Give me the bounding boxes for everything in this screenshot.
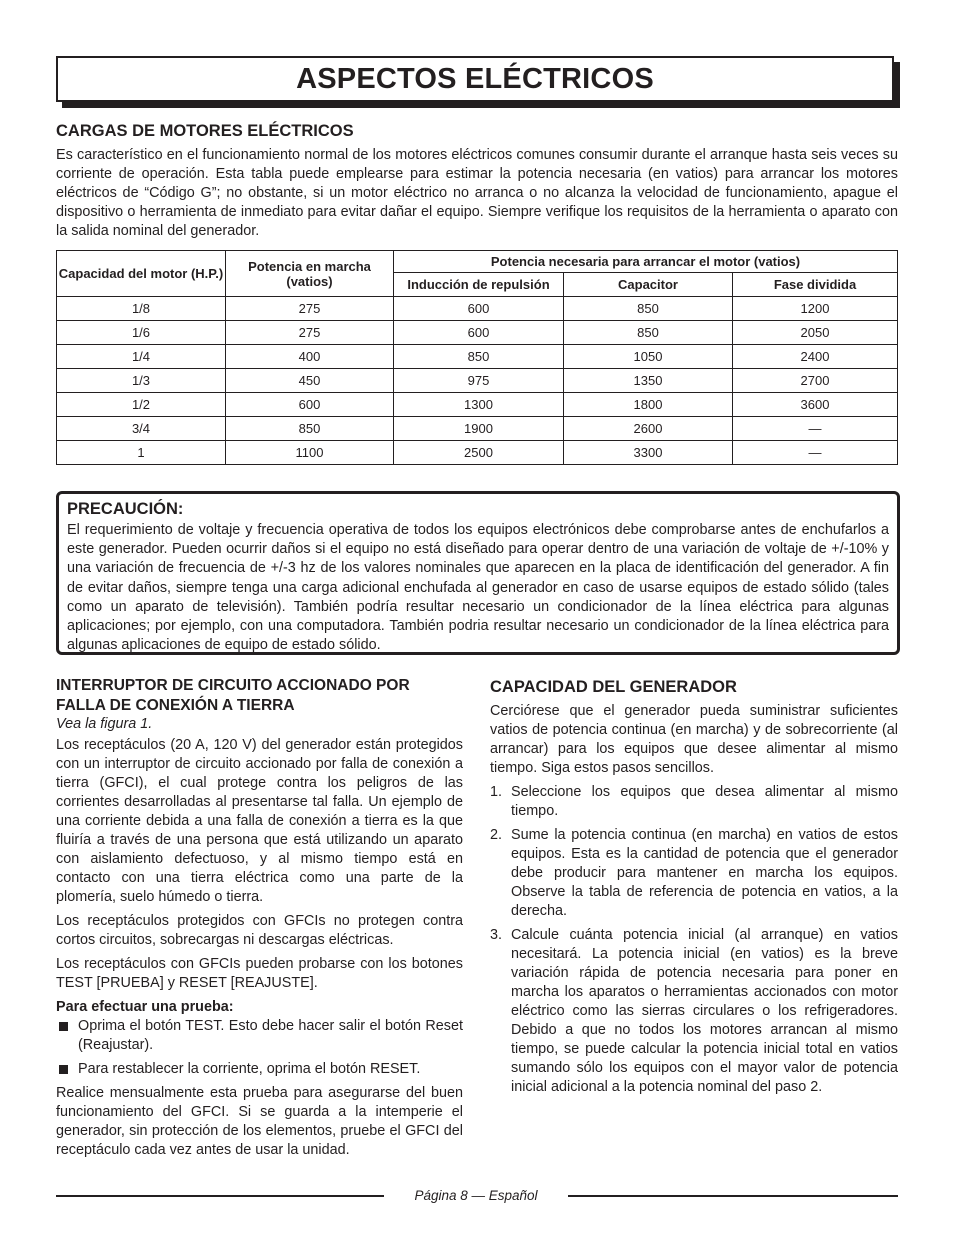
page-footer (56, 1186, 898, 1206)
table-cell: 2700 (733, 369, 898, 393)
table-row (57, 393, 898, 417)
table-cell: 3600 (733, 393, 898, 417)
table-cell: 2500 (394, 441, 564, 465)
table-cell: 1/3 (57, 369, 226, 393)
table-cell: 3/4 (57, 417, 226, 441)
list-item (490, 783, 898, 821)
table-cell: 2400 (733, 345, 898, 369)
square-bullet-icon (59, 1065, 68, 1074)
step-number: 1. (490, 784, 503, 800)
list-item (490, 926, 898, 1097)
table-row (57, 321, 898, 345)
motor-loads-section (56, 122, 898, 241)
table-cell: 2050 (733, 321, 898, 345)
table-cell: 600 (226, 393, 394, 417)
test-label: Para efectuar una prueba: (56, 999, 234, 1015)
table-cell: 2600 (564, 417, 733, 441)
step-text: Sume la potencia continua (en marcha) en vatios de estos equipos. Esta es la cantidad de potencia que el generador debe producir para mantener en marcha los equipos. Observe la tabla de referencia de potencia en vatios, a la derecha. (511, 827, 898, 919)
table-cell: 600 (394, 321, 564, 345)
table-cell: 1350 (564, 369, 733, 393)
table-cell: 600 (394, 297, 564, 321)
col-header-capacity: Capacidad del motor (H.P.) (57, 251, 226, 297)
capacity-intro: Cerciórese que el generador pueda suministrar suficientes vatios de potencia continua (en marcha) y de sobrecorriente (al arrancar) para los equipos que desee alimentar al mismo tiempo. Siga estos pasos sencillos. (490, 703, 898, 776)
col-header-running: Potencia en marcha (vatios) (226, 251, 394, 297)
table-cell: 1300 (394, 393, 564, 417)
table-cell: 1900 (394, 417, 564, 441)
table-cell: — (733, 417, 898, 441)
table-cell: 850 (226, 417, 394, 441)
figure-reference: Vea la figura 1. (56, 716, 153, 732)
table-cell: 275 (226, 321, 394, 345)
col-header-capacitor: Capacitor (564, 273, 733, 297)
square-bullet-icon (59, 1022, 68, 1031)
list-item (490, 826, 898, 921)
motor-loads-heading: CARGAS DE MOTORES ELÉCTRICOS (56, 122, 354, 140)
table-cell: 400 (226, 345, 394, 369)
step-text: Calcule cuánta potencia inicial (al arranque) en vatios necesitará. La potencia inicial (en vatios) es la breve variación rápida de potencia necesaria para poner en marcha los aparatos o herramientas accionados con motor eléctrico como las sierras circulares o los refrigeradores. Debido a que no todos los motores arrancan al mismo tiempo, se puede calcular la potencia inicial total en vatios sumando sólo los equipos con el mayor valor de potencia inicial adicional a la potencia nominal del paso 2. (511, 927, 898, 1095)
table-cell: 1800 (564, 393, 733, 417)
table-cell: — (733, 441, 898, 465)
page-number: Página 8 — Español (414, 1188, 538, 1203)
table-row (57, 369, 898, 393)
table-row (57, 441, 898, 465)
bullet-text: Para restablecer la corriente, oprima el botón RESET. (78, 1061, 421, 1077)
table-cell: 1/2 (57, 393, 226, 417)
motor-power-table (56, 250, 898, 465)
page-title: ASPECTOS ELÉCTRICOS (296, 63, 654, 95)
list-item (56, 1060, 463, 1079)
table-cell: 1100 (226, 441, 394, 465)
generator-capacity-section (490, 678, 898, 1102)
table-cell: 850 (564, 297, 733, 321)
col-header-starting: Potencia necesaria para arrancar el motor (vatios) (394, 251, 898, 273)
caution-heading: PRECAUCIÓN: (67, 500, 184, 518)
table-cell: 975 (394, 369, 564, 393)
table-cell: 1/6 (57, 321, 226, 345)
caution-box (56, 491, 900, 655)
gfci-paragraph: Los receptáculos con GFCIs pueden probarse con los botones TEST [PRUEBA] y RESET [REAJUSTE]. (56, 956, 463, 991)
footer-rule (568, 1195, 898, 1197)
table-cell: 1050 (564, 345, 733, 369)
table-cell: 3300 (564, 441, 733, 465)
table-cell: 450 (226, 369, 394, 393)
table-cell: 850 (564, 321, 733, 345)
step-number: 3. (490, 927, 503, 943)
table-cell: 1/4 (57, 345, 226, 369)
gfci-paragraph: Los receptáculos protegidos con GFCIs no protegen contra cortos circuitos, sobrecargas ni descargas eléctricas. (56, 913, 463, 948)
table-cell: 850 (394, 345, 564, 369)
table-cell: 1200 (733, 297, 898, 321)
table-cell: 1 (57, 441, 226, 465)
gfci-section (56, 676, 463, 1165)
capacity-heading: CAPACIDAD DEL GENERADOR (490, 678, 737, 696)
gfci-paragraph: Los receptáculos (20 A, 120 V) del generador están protegidos con un interruptor de circuito accionado por falla de conexión a tierra (GFCI), el cual protege contra los peligros de las corrientes desarrolladas al presentarse tal falla. Un ejemplo de una corriente debida a una falla de conexión a tierra es la que fluiría a través de una persona que está utilizando un aparato con aislamiento defectuoso, y al mismo tiempo está en contacto con una tierra eléctrica como una parte de la plomería, suelo húmedo o tierra. (56, 737, 463, 905)
col-header-split-phase: Fase dividida (733, 273, 898, 297)
list-item (56, 1017, 463, 1055)
table-row (57, 417, 898, 441)
gfci-paragraph: Realice mensualmente esta prueba para asegurarse del buen funcionamiento del GFCI. Si se guarda a la intemperie el generador, sin protección de los elementos, pruebe el GFCI del receptáculo cada vez antes de usar la unidad. (56, 1085, 463, 1158)
col-header-induction: Inducción de repulsión (394, 273, 564, 297)
table-cell: 275 (226, 297, 394, 321)
table-cell: 1/8 (57, 297, 226, 321)
bullet-text: Oprima el botón TEST. Esto debe hacer salir el botón Reset (Reajustar). (78, 1018, 463, 1053)
footer-rule (56, 1195, 384, 1197)
gfci-heading: INTERRUPTOR DE CIRCUITO ACCIONADO POR FALLA DE CONEXIÓN A TIERRA (56, 677, 410, 714)
step-text: Seleccione los equipos que desea alimentar al mismo tiempo. (511, 784, 898, 819)
table-row (57, 297, 898, 321)
title-banner (56, 56, 894, 102)
table-row (57, 345, 898, 369)
motor-loads-text: Es característico en el funcionamiento normal de los motores eléctricos comunes consumir durante el arranque hasta seis veces su corriente de operación. Esta tabla puede emplearse para estimar la potencia necesaria (en vatios) para arrancar los motores eléctricos de “Código G”; no obstante, si un motor eléctrico no arranca o no alcanza la velocidad de funcionamiento, apague el dispositivo o herramienta de inmediato para evitar dañar el equipo. Siempre verifique los requisitos de la herramienta o aparato con la salida nominal del generador. (56, 147, 898, 239)
caution-text: El requerimiento de voltaje y frecuencia operativa de todos los equipos electrónicos debe comprobarse antes de enchufarlos a este generador. Pueden ocurrir daños si el equipo no está diseñado para operar dentro de una variación de voltaje de +/-10% y una variación de frecuencia de +/-3 hz de los valores nominales que aparecen en la placa de identificación del generador. A fin de evitar daños, siempre tenga una carga adicional enchufada al generador en caso de usarse equipos de estado sólido (tales como un aparato de televisión). También podría resultar necesario un condicionador de la línea eléctrica para algunas aplicaciones; por ejemplo, con una computadora. También podria resultar necesario un condicionador de la línea eléctrica para algunas aplicaciones de equipo de estado sólido. (67, 522, 889, 654)
step-number: 2. (490, 827, 503, 843)
